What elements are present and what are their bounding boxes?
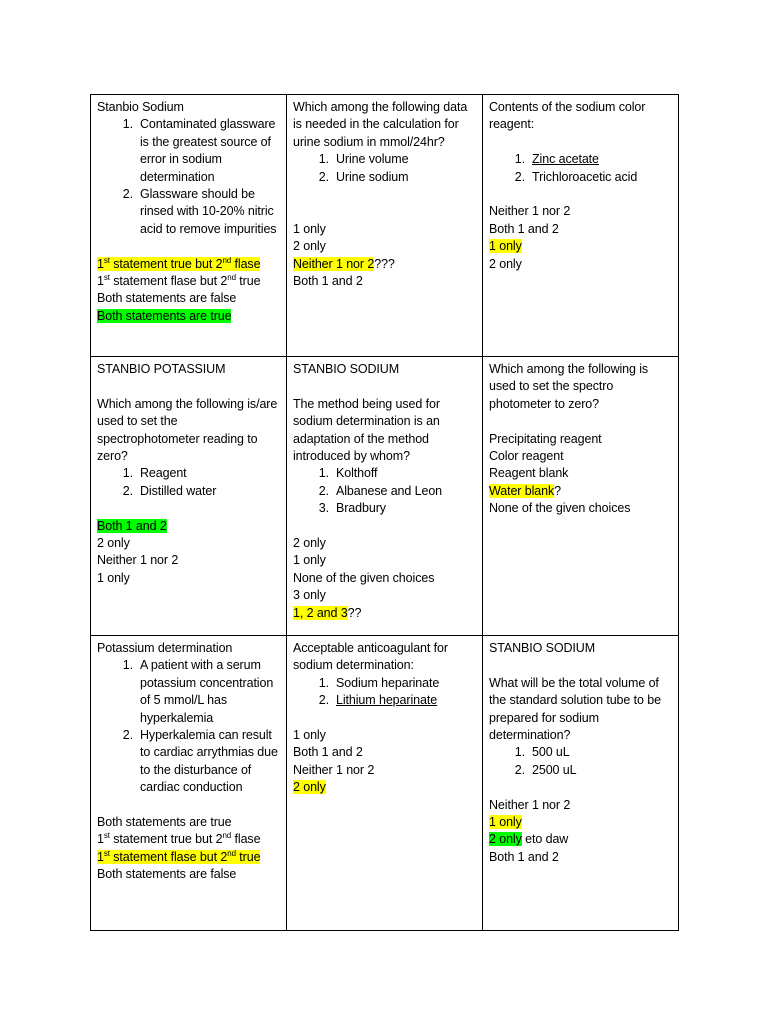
yellow-highlight: 1st statement true but 2nd flase <box>97 255 261 271</box>
question-text: What will be the total volume of the standard solution tube to be prepared for sodium determination? <box>489 675 661 743</box>
answer-option: Both statements are false <box>97 867 237 882</box>
statement-list <box>97 116 280 238</box>
cell-potassium-determination <box>91 636 287 931</box>
answer-option: Neither 1 nor 2 <box>97 553 179 568</box>
question-text: Which among the following is used to set the spectro photometer to zero? <box>489 362 649 411</box>
list-item: 1. Contaminated glassware is the greatest source of error in sodium determination <box>122 117 276 184</box>
answer-option: Both 1 and 2 <box>293 274 363 289</box>
answer-option: Neither 1 nor 2??? <box>293 256 395 271</box>
table-row <box>91 95 679 357</box>
answer-option: Neither 1 nor 2 <box>489 797 571 812</box>
yellow-highlight: Water blank <box>489 483 555 498</box>
answer-option <box>97 518 280 535</box>
item-list <box>489 744 672 779</box>
list-item: 1. Sodium heparinate <box>318 675 440 690</box>
yellow-highlight: 1st statement flase but 2nd true <box>97 848 261 864</box>
answer-option: 1 only <box>293 221 326 236</box>
list-item: 1. Zinc acetate <box>514 152 599 167</box>
cell-title: STANBIO SODIUM <box>489 641 596 655</box>
item-list <box>293 465 476 517</box>
answer-option <box>97 256 280 273</box>
list-item: 1. Urine volume <box>318 152 409 167</box>
answer-option <box>489 814 672 831</box>
answer-option: 2 only eto daw <box>489 832 569 847</box>
answer-option: Reagent blank <box>489 466 569 481</box>
answer-option: Both 1 and 2 <box>489 849 559 864</box>
cell-anticoagulant <box>287 636 483 931</box>
cell-title: Potassium determination <box>97 641 233 655</box>
table-row <box>91 357 679 636</box>
list-item: 1. A patient with a serum potassium concentration of 5 mmol/L has hyperkalemia <box>122 658 274 725</box>
answer-option: Both 1 and 2 <box>489 221 559 236</box>
cell-title: STANBIO SODIUM <box>293 362 400 376</box>
answer-option: 1, 2 and 3?? <box>293 605 362 620</box>
answer-option: Water blank? <box>489 483 561 498</box>
answer-option: Both statements are false <box>97 291 237 306</box>
answer-option: Both 1 and 2 <box>293 745 363 760</box>
answer-option: 1 only <box>97 570 130 585</box>
list-item: 3. Bradbury <box>318 501 386 516</box>
question-text: Which among the following is/are used to set the spectrophotometer reading to zero? <box>97 396 278 464</box>
question-text: Contents of the sodium color reagent: <box>489 100 646 132</box>
yellow-highlight: Neither 1 nor 2 <box>293 256 375 271</box>
list-item: 2. Albanese and Leon <box>318 483 443 498</box>
cell-title: Stanbio Sodium <box>97 100 184 114</box>
answer-option: 2 only <box>489 256 522 271</box>
list-item: 2. Distilled water <box>122 483 217 498</box>
cell-standard-solution-volume <box>483 636 679 931</box>
item-list <box>489 151 672 186</box>
answer-option: 2 only <box>293 239 326 254</box>
statement-list <box>97 657 280 796</box>
cell-spectrophotometer-zero <box>483 357 679 636</box>
question-text: The method being used for sodium determination is an adaptation of the method introduced by whom? <box>293 396 440 464</box>
answer-option: 2 only <box>293 536 326 551</box>
list-item: 2. Lithium heparinate <box>318 693 438 708</box>
answer-option <box>97 308 280 325</box>
list-item: 1. Reagent <box>122 466 187 481</box>
cell-sodium-color-reagent <box>483 95 679 357</box>
list-item: 2. 2500 uL <box>514 762 577 777</box>
cell-stanbio-sodium-method <box>287 357 483 636</box>
question-text: Acceptable anticoagulant for sodium determination: <box>293 641 448 673</box>
quiz-table <box>90 94 679 931</box>
question-text: Which among the following data is needed in the calculation for urine sodium in mmol/24hr? <box>293 100 468 149</box>
cell-urine-sodium-calculation <box>287 95 483 357</box>
item-list <box>97 465 280 500</box>
yellow-highlight: 1 only <box>489 815 522 830</box>
item-list <box>293 151 476 186</box>
answer-option: Color reagent <box>489 449 564 464</box>
answer-option: None of the given choices <box>293 570 435 585</box>
list-item: 1. 500 uL <box>514 745 570 760</box>
answer-option: 1st statement true but 2nd flase <box>97 831 261 847</box>
cell-stanbio-potassium-zero <box>91 357 287 636</box>
yellow-highlight: 2 only <box>293 780 326 795</box>
cell-stanbio-sodium-glassware <box>91 95 287 357</box>
cell-title: STANBIO POTASSIUM <box>97 362 226 376</box>
list-item: 2. Trichloroacetic acid <box>514 169 638 184</box>
yellow-highlight: 1 only <box>489 239 522 254</box>
answer-option: Both statements are true <box>97 815 232 830</box>
answer-option <box>293 779 476 796</box>
green-highlight: Both statements are true <box>97 308 232 323</box>
answer-option <box>489 238 672 255</box>
green-highlight: Both 1 and 2 <box>97 518 167 533</box>
list-item: 2. Hyperkalemia can result to cardiac arrythmias due to the disturbance of cardiac conduction <box>122 728 278 795</box>
answer-option: 1 only <box>293 728 326 743</box>
list-item: 2. Glassware should be rinsed with 10-20% nitric acid to remove impurities <box>122 187 277 236</box>
answer-option <box>97 849 280 866</box>
answer-option: Precipitating reagent <box>489 431 602 446</box>
answer-option: 2 only <box>97 536 130 551</box>
answer-option: None of the given choices <box>489 501 631 516</box>
answer-option: Neither 1 nor 2 <box>489 204 571 219</box>
yellow-highlight: 1, 2 and 3 <box>293 605 348 620</box>
table-row <box>91 636 679 931</box>
answer-option: 1st statement flase but 2nd true <box>97 273 261 289</box>
list-item: 1. Kolthoff <box>318 466 378 481</box>
answer-option: Neither 1 nor 2 <box>293 762 375 777</box>
answer-option: 1 only <box>293 553 326 568</box>
green-highlight: 2 only <box>489 832 522 847</box>
item-list <box>293 675 476 710</box>
list-item: 2. Urine sodium <box>318 169 409 184</box>
answer-option: 3 only <box>293 588 326 603</box>
